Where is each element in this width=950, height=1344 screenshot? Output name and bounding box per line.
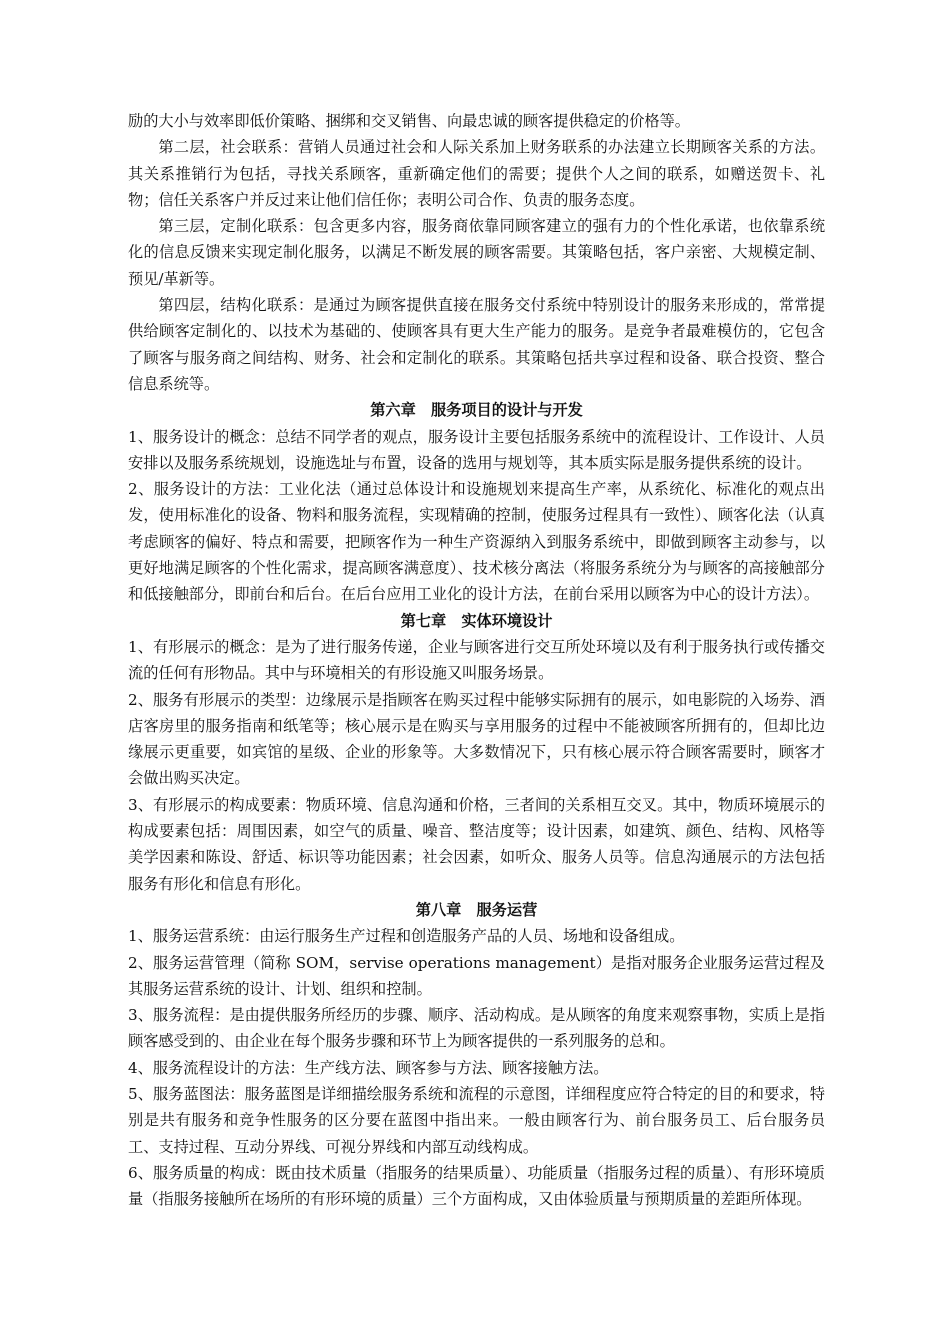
paragraph-tangible-display-concept: 1、有形展示的概念：是为了进行服务传递，企业与顾客进行交互所处环境以及有利于服务执行或传播交流的任何有形物品。其中与环境相关的有形设施又叫服务场景。 — [128, 637, 825, 683]
paragraph-service-operation-management: 2、服务运营管理（简称 SOM，servise operations management）是指对服务企业服务运营过程及其服务运营系统的设计、计划、组织和控制。 — [128, 953, 825, 998]
paragraph-tangible-display-elements: 3、有形展示的构成要素：物质环境、信息沟通和价格，三者间的关系相互交叉。其中，物质环境展示的构成要素包括：周围因素，如空气的质量、噪音、整洁度等；设计因素，如建筑、颜色、结构、风格等美学因素和陈设、舒适、标识等功能因素；社会因素，如听众、服务人员等。信息沟通展示的方法包括服务有形化和信息有形化。 — [128, 795, 825, 893]
paragraph-social-bond: 第二层，社会联系：营销人员通过社会和人际关系加上财务联系的办法建立长期顾客关系的方法。其关系推销行为包括，寻找关系顾客，重新确定他们的需要；提供个人之间的联系，如赠送贺卡、礼物；信任关系客户并反过来让他们信任你；表明公司合作、负责的服务态度。 — [128, 138, 825, 209]
document-page — [128, 108, 825, 1212]
paragraph-service-design-methods: 2、服务设计的方法：工业化法（通过总体设计和设施规划来提高生产率，从系统化、标准化的观点出发，使用标准化的设备、物料和服务流程，实现精确的控制，使服务过程具有一致性）、顾客化法（认真考虑顾客的偏好、特点和需要，把顾客作为一种生产资源纳入到服务系统中，即做到顾客主动参与，以更好地满足顾客的个性化需求，提高顾客满意度）、技术核分离法（将服务系统分为与顾客的高接触部分和低接触部分，即前台和后台。在后台应用工业化的设计方法，在前台采用以顾客为中心的设计方法）。 — [128, 480, 825, 604]
paragraph-process-design-methods: 4、服务流程设计的方法：生产线方法、顾客参与方法、顾客接触方法。 — [128, 1058, 609, 1077]
paragraph-service-blueprint: 5、服务蓝图法：服务蓝图是详细描绘服务系统和流程的示意图，详细程度应符合特定的目的和要求，特别是共有服务和竞争性服务的区分要在蓝图中指出来。一般由顾客行为、前台服务员工、后台服务员工、支持过程、互动分界线、可视分界线和内部互动线构成。 — [128, 1084, 825, 1156]
paragraph-price-strategy: 励的大小与效率即低价策略、捆绑和交叉销售、向最忠诚的顾客提供稳定的价格等。 — [128, 112, 690, 130]
paragraph-service-operation-system: 1、服务运营系统：由运行服务生产过程和创造服务产品的人员、场地和设备组成。 — [128, 927, 685, 946]
paragraph-service-design-concept: 1、服务设计的概念：总结不同学者的观点，服务设计主要包括服务系统中的流程设计、工作设计、人员安排以及服务系统规划，设施选址与布置，设备的选用与规划等，其本质实际是服务提供系统的设计。 — [128, 427, 825, 472]
paragraph-tangible-display-types: 2、服务有形展示的类型：边缘展示是指顾客在购买过程中能够实际拥有的展示，如电影院的入场券、酒店客房里的服务指南和纸笔等；核心展示是在购买与享用服务的过程中不能被顾客所拥有的，但却比边缘展示更重要，如宾馆的星级、企业的形象等。大多数情况下，只有核心展示符合顾客需要时，顾客才会做出购买决定。 — [128, 690, 825, 788]
chapter-6-heading: 第六章 服务项目的设计与开发 — [370, 401, 583, 420]
paragraph-service-process: 3、服务流程：是由提供服务所经历的步骤、顺序、活动构成。是从顾客的角度来观察事物，实质上是指顾客感受到的、由企业在每个服务步骤和环节上为顾客提供的一系列服务的总和。 — [128, 1006, 825, 1051]
chapter-7-heading: 第七章 实体环境设计 — [400, 611, 553, 630]
paragraph-customization-bond: 第三层，定制化联系：包含更多内容，服务商依靠同顾客建立的强有力的个性化承诺，也依靠系统化的信息反馈来实现定制化服务，以满足不断发展的顾客需要。其策略包括，客户亲密、大规模定制、预见/革新等。 — [128, 217, 825, 288]
paragraph-structural-bond: 第四层，结构化联系：是通过为顾客提供直接在服务交付系统中特别设计的服务来形成的，常常提供给顾客定制化的、以技术为基础的、使顾客具有更大生产能力的服务。是竞争者最难模仿的，它包含了顾客与服务商之间结构、财务、社会和定制化的联系。其策略包括共享过程和设备、联合投资、整合信息系统等。 — [128, 296, 825, 393]
paragraph-service-quality: 6、服务质量的构成：既由技术质量（指服务的结果质量）、功能质量（指服务过程的质量）、有形环境质量（指服务接触所在场所的有形环境的质量）三个方面构成，又由体验质量与预期质量的差距所体现。 — [128, 1163, 825, 1209]
chapter-8-heading: 第八章 服务运营 — [415, 900, 538, 919]
